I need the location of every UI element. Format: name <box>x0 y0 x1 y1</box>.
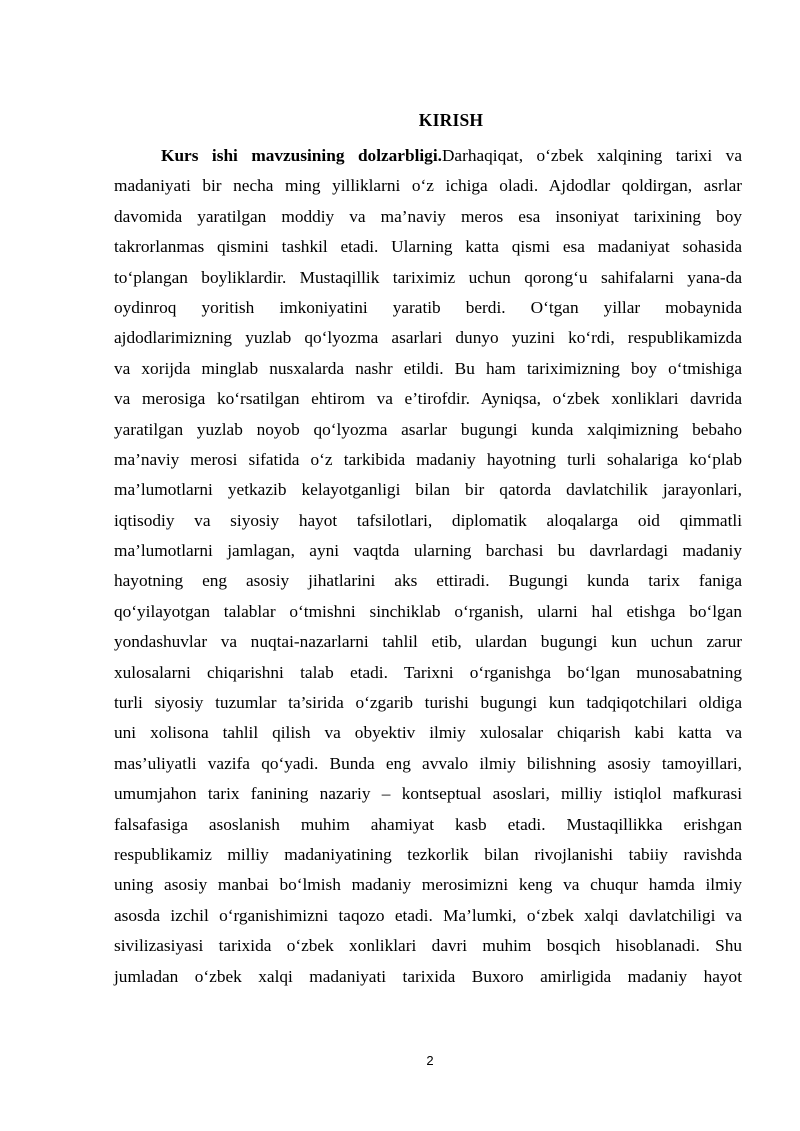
paragraph-line-text: Darhaqiqat, o‘zbek xalqining tarixi va <box>441 146 742 165</box>
paragraph-line: jumladan o‘zbek xalqi madaniyati tarixida Buxoro amirligida madaniy hayot <box>114 966 742 986</box>
paragraph-line: ma’lumotlarni jamlagan, ayni vaqtda ularning barchasi bu davrlardagi madaniy <box>114 541 742 561</box>
paragraph-line: yaratilgan yuzlab noyob qo‘lyozma asarlar bugungi kunda xalqimizning bebaho <box>114 419 742 439</box>
paragraph-line: ma’lumotlarni yetkazib kelayotganligi bilan bir qatorda davlatchilik jarayonlari, <box>114 480 742 500</box>
body-paragraph <box>114 141 742 992</box>
paragraph-line: uning asosiy manbai bo‘lmish madaniy merosimizni keng va chuqur hamda ilmiy <box>114 875 742 895</box>
paragraph-line: davomida yaratilgan moddiy va ma’naviy meros esa insoniyat tarixining boy <box>114 206 742 226</box>
paragraph-line: yondashuvlar va nuqtai-nazarlarni tahlil etib, ulardan bugungi kun uchun zarur <box>114 632 742 652</box>
paragraph-line: iqtisodiy va siyosiy hayot tafsilotlari, diplomatik aloqalarga oid qimmatli <box>114 510 742 530</box>
paragraph-line: uni xolisona tahlil qilish va obyektiv ilmiy xulosalar chiqarish kabi katta va <box>114 723 742 743</box>
paragraph-line: asosda izchil o‘rganishimizni taqozo etadi. Ma’lumki, o‘zbek xalqi davlatchiligi va <box>114 905 742 925</box>
paragraph-line: va xorijda minglab nusxalarda nashr etildi. Bu ham tariximizning boy o‘tmishiga <box>114 358 742 378</box>
page-title: KIRISH <box>418 110 484 130</box>
paragraph-line: sivilizasiyasi tarixida o‘zbek xonliklari davri muhim bosqich hisoblanadi. Shu <box>114 936 742 956</box>
paragraph-line: takrorlanmas qismini tashkil etadi. Ularning katta qismi esa madaniyat sohasida <box>114 237 742 257</box>
paragraph-line: ma’naviy merosi sifatida o‘z tarkibida madaniy hayotning turli sohalariga ko‘plab <box>114 449 742 469</box>
paragraph-line: respublikamiz milliy madaniyatining tezkorlik bilan rivojlanishi tabiiy ravishda <box>114 844 742 864</box>
paragraph-line: xulosalarni chiqarishni talab etadi. Tarixni o‘rganishga bo‘lgan munosabatning <box>114 662 742 682</box>
paragraph-line: to‘plangan boyliklardir. Mustaqillik tariximiz uchun qorong‘u sahifalarni yana-da <box>114 267 742 287</box>
paragraph-line: oydinroq yoritish imkoniyatini yaratib berdi. O‘tgan yillar mobaynida <box>114 297 742 317</box>
paragraph-line: umumjahon tarix fanining nazariy – kontseptual asoslari, milliy istiqlol mafkurasi <box>114 784 742 804</box>
paragraph-line: ajdodlarimizning yuzlab qo‘lyozma asarlari dunyo yuzini ko‘rdi, respublikamizda <box>114 328 742 348</box>
paragraph-line: mas’uliyatli vazifa qo‘yadi. Bunda eng avvalo ilmiy bilishning asosiy tamoyillari, <box>114 753 742 773</box>
paragraph-line: falsafasiga asoslanish muhim ahamiyat kasb etadi. Mustaqillikka erishgan <box>114 814 742 834</box>
paragraph-line: madaniyati bir necha ming yilliklarni o‘z ichiga oladi. Ajdodlar qoldirgan, asrlar <box>114 176 742 196</box>
page-number: 2 <box>426 1053 434 1068</box>
paragraph-line: qo‘yilayotgan talablar o‘tmishni sinchiklab o‘rganish, ularni hal etishga bo‘lgan <box>114 601 742 621</box>
paragraph-line: turli siyosiy tuzumlar ta’sirida o‘zgarib turishi bugungi kun tadqiqotchilari oldiga <box>114 693 742 713</box>
paragraph-line: hayotning eng asosiy jihatlarini aks ettiradi. Bugungi kunda tarix faniga <box>114 571 742 591</box>
paragraph-line <box>114 141 742 171</box>
section-lead: Kurs ishi mavzusining dolzarbligi. <box>161 146 442 165</box>
paragraph-line: va merosiga ko‘rsatilgan ehtirom va e’tirofdir. Ayniqsa, o‘zbek xonliklari davrida <box>114 389 742 409</box>
